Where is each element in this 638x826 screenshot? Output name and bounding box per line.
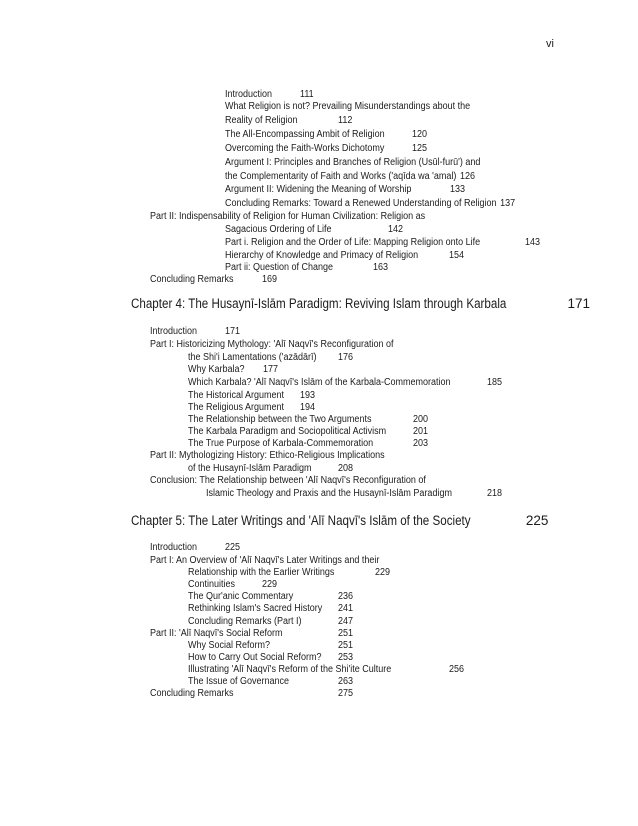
toc-entry-title: Concluding Remarks — [150, 274, 234, 285]
chapter-page: 171 — [567, 296, 590, 311]
toc-entry-page: 177 — [262, 364, 279, 375]
toc-entry-title: of the Husaynī-Islām Paradigm — [188, 463, 312, 474]
toc-entry — [188, 402, 316, 414]
toc-entry — [225, 184, 466, 196]
toc-entry-title: Part I: An Overview of 'Alī Naqvī's Later Writings and their — [150, 555, 380, 566]
toc-entry — [188, 377, 503, 389]
toc-entry — [150, 688, 354, 700]
toc-entry-title: Rethinking Islam's Sacred History — [188, 603, 323, 614]
toc-entry-title: The Religious Argument — [188, 402, 285, 413]
chapter-heading — [131, 513, 549, 529]
toc-entry — [225, 198, 515, 210]
toc-entry-title: Argument I: Principles and Branches of Religion (Usūl-furū') and — [225, 157, 481, 168]
toc-entry-page: 241 — [337, 603, 354, 614]
toc-entry-title: Which Karbala? 'Alī Naqvī's Islām of the Karbala-Commemoration — [188, 377, 451, 388]
toc-entry-title: How to Carry Out Social Reform? — [188, 652, 322, 663]
toc-entry-page: 247 — [337, 616, 354, 627]
toc-entry — [188, 426, 429, 438]
toc-entry-page: 236 — [337, 591, 354, 602]
toc-entry — [225, 89, 314, 101]
toc-entry-title: Part II: Indispensability of Religion for Human Civilization: Religion as — [150, 211, 426, 222]
toc-entry — [188, 567, 391, 579]
toc-entry — [150, 326, 241, 338]
toc-entry-title: Part I: Historicizing Mythology: 'Alī Naqvī's Reconfiguration of — [150, 339, 394, 350]
toc-entry-title: Argument II: Widening the Meaning of Worship — [225, 184, 412, 195]
toc-entry-title: Overcoming the Faith-Works Dichotomy — [225, 143, 385, 154]
toc-entry-page: 176 — [337, 352, 354, 363]
toc-entry — [188, 390, 316, 402]
toc-entry — [225, 224, 404, 236]
toc-entry-page: 253 — [337, 652, 354, 663]
toc-entry-page: 171 — [224, 326, 241, 337]
toc-entry-page: 225 — [224, 542, 241, 553]
toc-entry-page: 126 — [459, 171, 475, 182]
toc-entry-title: Illustrating 'Alī Naqvī's Reform of the Shi'ite Culture — [188, 664, 392, 675]
toc-entry — [150, 339, 394, 351]
toc-entry-title: Relationship with the Earlier Writings — [188, 567, 335, 578]
toc-entry — [188, 664, 465, 676]
toc-entry-title: Part ii: Question of Change — [225, 262, 334, 273]
toc-entry-page: 200 — [413, 414, 429, 425]
toc-entry — [225, 129, 428, 141]
toc-entry-title: Reality of Religion — [225, 115, 298, 126]
toc-entry — [150, 628, 354, 640]
toc-entry-page: 251 — [337, 640, 354, 651]
toc-entry — [225, 101, 470, 113]
toc-entry-title: Introduction — [150, 326, 198, 337]
toc-entry-title: Concluding Remarks: Toward a Renewed Understanding of Religion — [225, 198, 497, 209]
toc-entry-title: Why Social Reform? — [188, 640, 271, 651]
toc-entry-page: 185 — [486, 377, 503, 388]
toc-entry-page: 203 — [413, 438, 429, 449]
toc-entry — [188, 652, 354, 664]
toc-entry — [188, 616, 354, 628]
toc-entry — [150, 211, 425, 223]
page-number: vi — [546, 38, 554, 50]
toc-entry-page: 137 — [500, 198, 516, 209]
toc-entry — [188, 463, 354, 475]
toc-entry-title: The True Purpose of Karbala-Commemoration — [188, 438, 374, 449]
toc-entry-title: The Issue of Governance — [188, 676, 290, 687]
toc-entry-title: Sagacious Ordering of Life — [225, 224, 332, 235]
toc-entry — [225, 115, 353, 127]
toc-entry-page: 229 — [261, 579, 278, 590]
toc-entry — [225, 262, 389, 274]
toc-entry-title: Concluding Remarks (Part I) — [188, 616, 302, 627]
toc-entry-title: The All-Encompassing Ambit of Religion — [225, 129, 385, 140]
toc-entry-title: Hierarchy of Knowledge and Primacy of Religion — [225, 250, 419, 261]
toc-entry-title: The Historical Argument — [188, 390, 285, 401]
toc-entry-page: 163 — [372, 262, 389, 273]
toc-entry-title: The Karbala Paradigm and Sociopolitical Activism — [188, 426, 387, 437]
toc-entry-page: 194 — [299, 402, 316, 413]
toc-entry-page: 201 — [413, 426, 429, 437]
toc-entry-title: Part II: 'Alī Naqvī's Social Reform — [150, 628, 283, 639]
toc-entry — [188, 414, 429, 426]
toc-entry — [150, 555, 379, 567]
toc-entry-title: Continuities — [188, 579, 236, 590]
toc-entry — [188, 640, 354, 652]
toc-entry-title: Introduction — [150, 542, 198, 553]
toc-entry-page: 112 — [337, 115, 353, 126]
toc-entry-page: 125 — [411, 143, 428, 154]
toc-entry — [150, 450, 385, 462]
toc-entry-page: 229 — [374, 567, 391, 578]
toc-entry-title: The Relationship between the Two Arguments — [188, 414, 372, 425]
toc-entry-page: 275 — [337, 688, 354, 699]
toc-entry — [188, 364, 279, 376]
chapter-heading — [131, 296, 590, 312]
toc-entry-title: Concluding Remarks — [150, 688, 234, 699]
toc-entry — [188, 591, 354, 603]
toc-entry — [225, 157, 480, 169]
toc-entry — [225, 237, 541, 249]
toc-entry — [188, 438, 429, 450]
toc-entry — [188, 352, 354, 364]
toc-entry — [150, 542, 241, 554]
toc-entry-title: What Religion is not? Prevailing Misunderstandings about the — [225, 101, 471, 112]
toc-entry-title: Part II: Mythologizing History: Ethico-Religious Implications — [150, 450, 385, 461]
toc-entry-page: 208 — [337, 463, 354, 474]
chapter-page: 225 — [525, 513, 549, 528]
toc-entry-title: the Shi'i Lamentations ('azādārī) — [188, 352, 317, 363]
toc-entry — [188, 676, 354, 688]
toc-entry-page: 263 — [337, 676, 354, 687]
toc-entry — [150, 475, 426, 487]
toc-entry-page: 133 — [450, 184, 466, 195]
toc-entry-page: 256 — [449, 664, 465, 675]
toc-entry-title: Islamic Theology and Praxis and the Husaynī-Islām Paradigm — [206, 488, 452, 499]
toc-entry-page: 120 — [411, 129, 428, 140]
toc-entry — [225, 143, 428, 155]
chapter-title: Chapter 4: The Husaynī-Islām Paradigm: Reviving Islam through Karbala — [131, 296, 507, 311]
toc-entry — [188, 579, 278, 591]
toc-entry-page: 143 — [524, 237, 541, 248]
toc-entry-page: 169 — [261, 274, 278, 285]
toc-entry-page: 142 — [387, 224, 404, 235]
toc-entry — [188, 603, 354, 615]
toc-entry — [150, 274, 278, 286]
toc-entry-title: Conclusion: The Relationship between 'Alī Naqvī's Reconfiguration of — [150, 475, 426, 486]
toc-entry — [225, 250, 465, 262]
toc-entry-page: 218 — [486, 488, 503, 499]
chapter-title: Chapter 5: The Later Writings and 'Alī Naqvī's Islām of the Society — [131, 513, 471, 528]
toc-entry-title: the Complementarity of Faith and Works ('aqīda wa 'amal) — [225, 171, 457, 182]
toc-entry — [206, 488, 503, 500]
toc-entry-title: Introduction — [225, 89, 273, 100]
toc-entry-page: 251 — [337, 628, 354, 639]
toc-entry-page: 154 — [448, 250, 465, 261]
toc-entry-title: Why Karbala? — [188, 364, 245, 375]
toc-entry-page: 111 — [299, 89, 314, 100]
toc-entry-page: 193 — [299, 390, 316, 401]
toc-entry-title: The Qur'anic Commentary — [188, 591, 294, 602]
toc-entry — [225, 171, 475, 183]
toc-entry-title: Part i. Religion and the Order of Life: Mapping Religion onto Life — [225, 237, 481, 248]
